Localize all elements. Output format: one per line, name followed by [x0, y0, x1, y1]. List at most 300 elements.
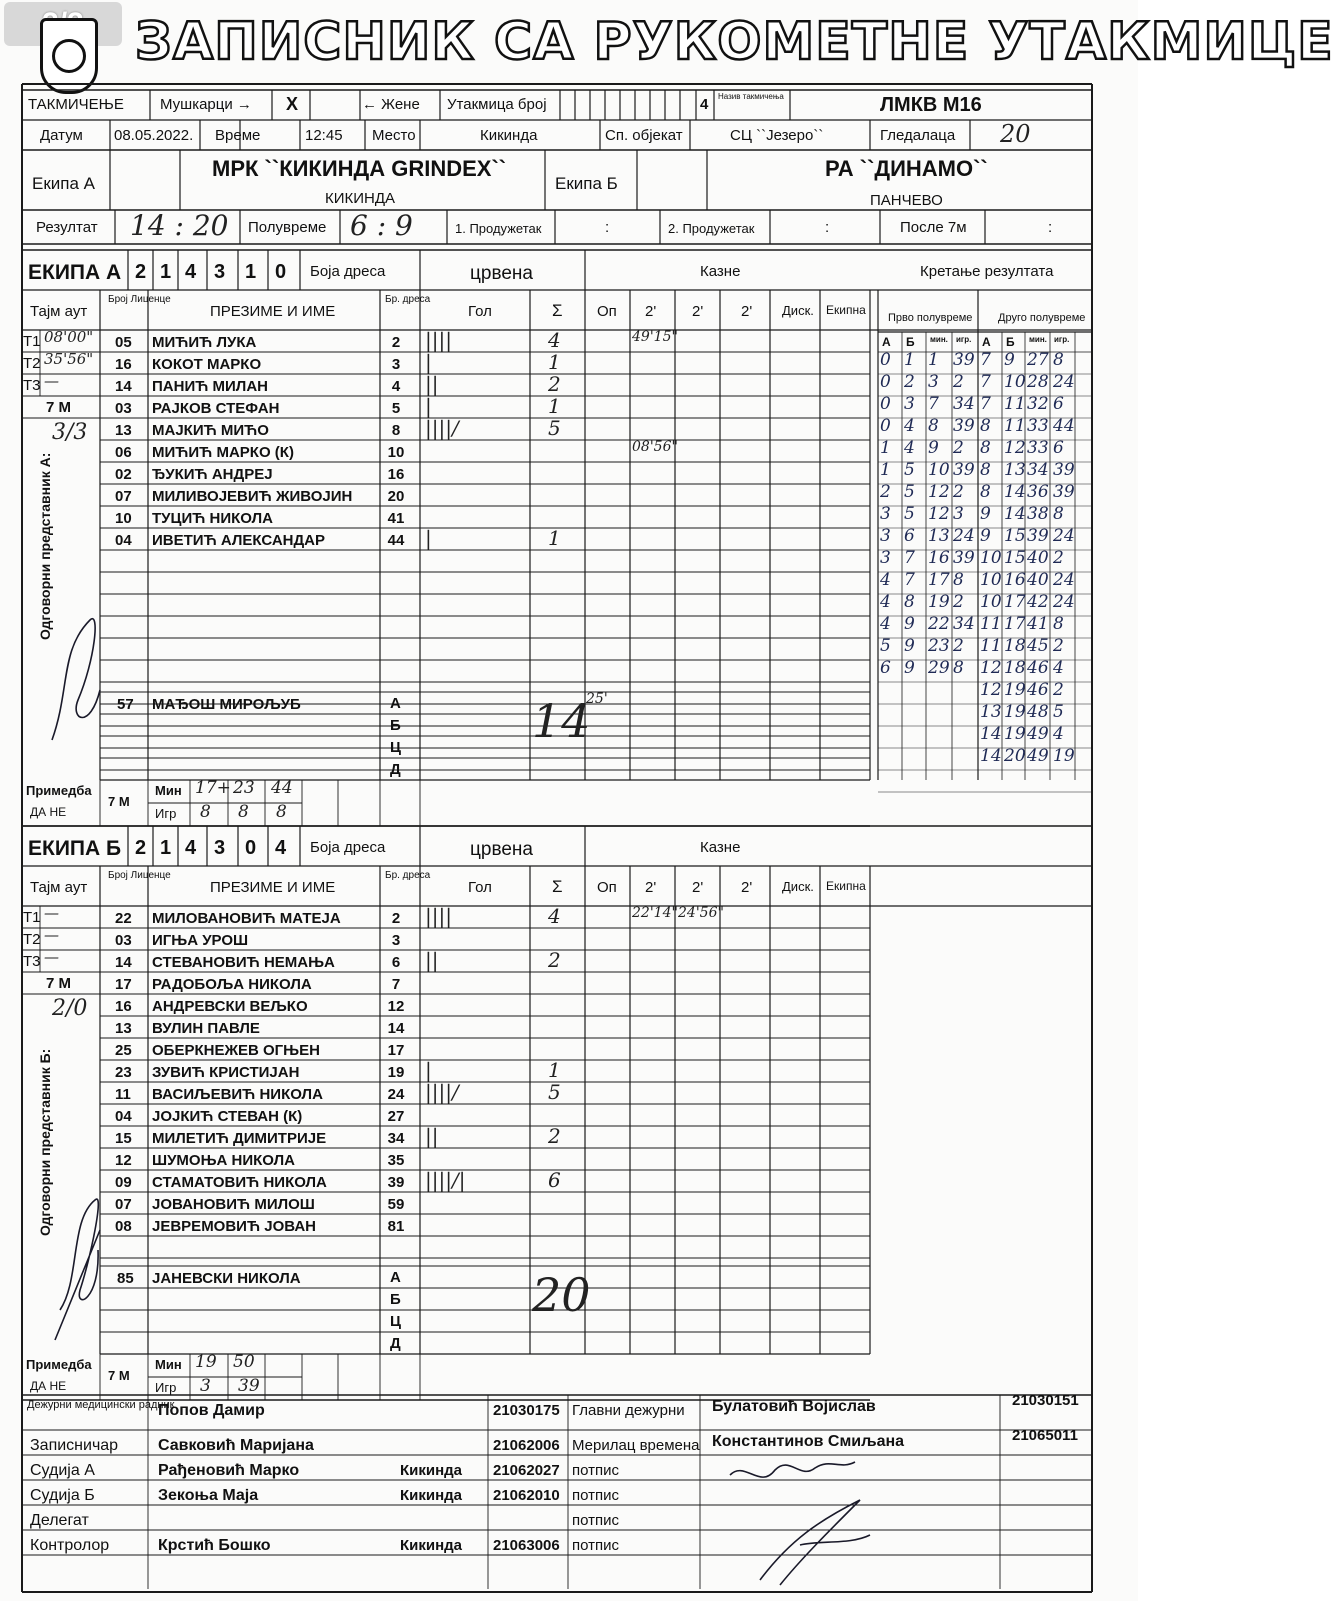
player-suspension-time: 22'14" — [632, 905, 678, 921]
second-half-score-entry: 39 — [1053, 460, 1075, 480]
footer-person-name-2: Булатовић Војислав — [712, 1398, 876, 1415]
official-license: 85 — [117, 1270, 134, 1287]
player-goal-tally: || — [425, 372, 439, 396]
second-half-score-entry: 10 — [980, 592, 1002, 612]
first-half-score-entry: 16 — [928, 548, 950, 568]
team-code-digit: 0 — [275, 261, 287, 283]
team-b-city: ПАНЧЕВО — [870, 192, 943, 209]
player-name: ВУЛИН ПАВЛЕ — [152, 1020, 260, 1037]
first-half-score-entry: 9 — [904, 636, 915, 656]
player-goal-tally: ||||/| — [425, 1168, 466, 1192]
player-jersey-number: 6 — [391, 954, 401, 971]
team-code-digit: 1 — [160, 837, 172, 859]
team-b-name: РА ``ДИНАМО`` — [825, 156, 988, 181]
first-half-score-entry: 1 — [928, 350, 939, 370]
seven-meter-tally: 3/3 — [52, 420, 88, 445]
player-jersey-number: 4 — [391, 378, 401, 395]
seven-meter-label: 7 M — [46, 975, 72, 992]
name-header: ПРЕЗИМЕ И ИМЕ — [210, 879, 336, 896]
first-half-score-entry: 1 — [880, 460, 891, 480]
team-penalty-header: Екипна — [826, 879, 866, 893]
seven-meter-tally: 2/0 — [52, 996, 88, 1021]
first-half-score-entry: 39 — [953, 350, 975, 370]
player-goal-sum: 1 — [548, 1058, 561, 1082]
document-title: ЗАПИСНИК СА РУКОМЕТНЕ УТАКМИЦЕ — [135, 12, 1334, 72]
official-slot-label: Д — [390, 761, 401, 778]
date-label: Датум — [40, 127, 83, 144]
team-code-digit: 4 — [185, 837, 197, 859]
second-half-score-entry: 12 — [980, 658, 1002, 678]
team-code-digit: 1 — [245, 261, 257, 283]
second-half-score-entry: 6 — [1053, 438, 1064, 458]
jersey-color-value: црвена — [470, 839, 533, 860]
second-half-score-entry: 17 — [1004, 592, 1026, 612]
player-license: 05 — [115, 334, 132, 351]
player-name: РАЈКОВ СТЕФАН — [152, 400, 280, 417]
first-half-score-entry: 8 — [928, 416, 939, 436]
second-half-score-entry: 10 — [980, 548, 1002, 568]
second-half-score-entry: 9 — [980, 504, 991, 524]
first-half-score-entry: 2 — [953, 482, 964, 502]
player-license: 16 — [115, 356, 132, 373]
player-name: ЗУВИЋ КРИСТИЈАН — [152, 1064, 300, 1081]
player-name: ШУМОЊА НИКОЛА — [152, 1152, 295, 1169]
second-half-score-entry: 36 — [1027, 482, 1049, 502]
overtime2-score: : — [825, 219, 830, 236]
first-half-score-entry: 4 — [904, 416, 915, 436]
footer-person-name: Попов Дамир — [158, 1402, 265, 1419]
suspension-3-header: 2' — [741, 879, 753, 896]
player-goal-tally: | — [425, 394, 432, 418]
penalties-header: Казне — [700, 263, 741, 280]
footer-person-name: Савковић Маријана — [158, 1437, 314, 1454]
seven-meter-minute-label: Мин — [155, 1357, 182, 1372]
second-half-score-entry: 8 — [1053, 614, 1064, 634]
team-a-name: МРК ``КИКИНДА GRINDEX`` — [212, 156, 507, 181]
player-license: 13 — [115, 1020, 132, 1037]
player-goal-tally: | — [425, 350, 432, 374]
first-half-score-entry: 34 — [953, 614, 975, 634]
footer-license-number: 21030175 — [493, 1402, 560, 1419]
team-a-code-label: ЕКИПА А — [28, 261, 122, 284]
second-half-score-entry: 19 — [1004, 724, 1026, 744]
footer-role-label: Судија А — [30, 1462, 95, 1479]
team-total-goals: 14 — [532, 694, 591, 748]
second-half-score-entry: 13 — [1004, 460, 1026, 480]
second-half-score-entry: 44 — [1053, 416, 1075, 436]
player-name: ЈОЈКИЋ СТЕВАН (К) — [152, 1108, 303, 1125]
second-half-score-entry: 9 — [1004, 350, 1015, 370]
seven-meter-score: 39 — [238, 1376, 260, 1396]
second-half-score-entry: 38 — [1027, 504, 1049, 524]
second-half-score-entry: 19 — [1004, 680, 1026, 700]
venue-label: Сп. објекат — [605, 127, 683, 144]
timeout-time: 35'56" — [44, 350, 94, 368]
player-goal-tally: | — [425, 526, 432, 550]
women-label: ← Жене — [362, 96, 420, 113]
warning-header: Оп — [597, 879, 617, 896]
team-code-digit: 2 — [135, 261, 147, 283]
progress-column-header: мин. — [1029, 335, 1047, 344]
player-license: 07 — [115, 488, 132, 505]
overtime1-score: : — [605, 219, 610, 236]
suspension-2-header: 2' — [692, 303, 704, 320]
second-half-score-entry: 8 — [1053, 350, 1064, 370]
team-total-goals: 20 — [532, 1268, 591, 1322]
player-jersey-number: 7 — [391, 976, 401, 993]
second-half-score-entry: 14 — [980, 746, 1002, 766]
sum-header: Σ — [552, 301, 563, 320]
first-half-score-entry: 0 — [880, 350, 891, 370]
second-half-score-entry: 2 — [1053, 636, 1064, 656]
player-goal-tally: ||||/ — [425, 1080, 459, 1104]
timeout-3-label: T3 — [23, 377, 41, 394]
footer-license-number: 21062006 — [493, 1437, 560, 1454]
disqualification-header: Диск. — [782, 879, 814, 894]
half-time-score: 6 : 9 — [350, 209, 413, 242]
team-code-digit: 0 — [245, 837, 257, 859]
player-license: 03 — [115, 932, 132, 949]
match-number-label: Утакмица број — [447, 96, 547, 113]
second-half-score-entry: 41 — [1027, 614, 1049, 634]
seven-meter-score-label: Игр — [155, 1380, 177, 1395]
first-half-score-entry: 7 — [904, 548, 915, 568]
player-goal-sum: 5 — [548, 1080, 561, 1104]
footer-role-label-2: потпис — [572, 1512, 620, 1529]
spectators-label: Гледалаца — [880, 127, 956, 144]
footer-license-number: 21062010 — [493, 1487, 560, 1504]
player-jersey-number: 27 — [387, 1108, 405, 1125]
seven-meter-score-label: Игр — [155, 806, 177, 821]
first-half-header: Прво полувреме — [888, 312, 973, 324]
seven-meter-score: 8 — [200, 802, 211, 822]
timeout-time: — — [44, 372, 59, 390]
first-half-score-entry: 23 — [928, 636, 950, 656]
second-half-score-entry: 46 — [1027, 680, 1049, 700]
controller-city: Кикинда — [400, 1537, 463, 1554]
first-half-score-entry: 8 — [953, 570, 964, 590]
first-half-score-entry: 4 — [880, 570, 891, 590]
player-license: 04 — [115, 1108, 132, 1125]
player-jersey-number: 5 — [391, 400, 401, 417]
first-half-score-entry: 5 — [904, 482, 915, 502]
second-half-score-entry: 17 — [1004, 614, 1026, 634]
player-goal-sum: 4 — [548, 328, 561, 352]
first-half-score-entry: 3 — [880, 526, 891, 546]
second-half-score-entry: 48 — [1027, 702, 1049, 722]
player-name: ТУЦИЋ НИКОЛА — [152, 510, 273, 527]
name-header: ПРЕЗИМЕ И ИМЕ — [210, 303, 336, 320]
first-half-score-entry: 4 — [880, 614, 891, 634]
second-half-score-entry: 8 — [980, 416, 991, 436]
first-half-score-entry: 2 — [953, 592, 964, 612]
player-goal-tally: || — [425, 948, 439, 972]
timeout-3-label: T3 — [23, 953, 41, 970]
second-half-score-entry: 20 — [1004, 746, 1026, 766]
second-half-score-entry: 24 — [1053, 570, 1075, 590]
progress-column-header: игр. — [956, 335, 972, 344]
second-half-score-entry: 34 — [1027, 460, 1049, 480]
player-jersey-number: 17 — [387, 1042, 405, 1059]
footer-license-number: 21063006 — [493, 1537, 560, 1554]
first-half-score-entry: 9 — [928, 438, 939, 458]
player-name: МИЛЕТИЋ ДИМИТРИЈЕ — [152, 1130, 327, 1147]
spectators-value: 20 — [1000, 120, 1031, 148]
second-half-score-entry: 4 — [1053, 724, 1064, 744]
team-code-digit: 4 — [185, 261, 197, 283]
place-label: Место — [372, 127, 416, 144]
first-half-score-entry: 1 — [904, 350, 915, 370]
seven-meter-minute: 44 — [271, 778, 293, 798]
player-goal-sum: 2 — [548, 372, 561, 396]
official-license: 57 — [117, 696, 134, 713]
player-suspension-time: 49'15" — [632, 329, 678, 345]
timeout-1-label: T1 — [23, 333, 41, 350]
player-jersey-number: 10 — [387, 444, 405, 461]
team-code-digit: 1 — [160, 261, 172, 283]
footer-person-name: Рађеновић Марко — [158, 1462, 300, 1479]
player-jersey-number: 8 — [391, 422, 401, 439]
first-half-score-entry: 9 — [904, 658, 915, 678]
player-license: 15 — [115, 1130, 132, 1147]
first-half-score-entry: 9 — [904, 614, 915, 634]
second-half-score-entry: 7 — [980, 372, 991, 392]
second-half-score-entry: 24 — [1053, 372, 1075, 392]
footer-role-label: Дежурни медицински радник — [27, 1399, 175, 1411]
first-half-score-entry: 4 — [904, 438, 915, 458]
jersey-number-header: Бр. дреса — [385, 870, 431, 881]
remark-yes-no: ДА НЕ — [30, 805, 67, 819]
seven-meter-summary-label: 7 M — [108, 794, 130, 809]
second-half-score-entry: 15 — [1004, 526, 1026, 546]
date-value: 08.05.2022. — [114, 127, 194, 144]
second-half-header: Друго полувреме — [998, 312, 1086, 324]
seven-meter-score: 8 — [238, 802, 249, 822]
suspension-1-header: 2' — [645, 303, 657, 320]
first-half-score-entry: 4 — [880, 592, 891, 612]
remark-yes-no: ДА НЕ — [30, 1379, 67, 1393]
second-half-score-entry: 5 — [1053, 702, 1064, 722]
responsible-official-label: Одговорни представник А: — [37, 452, 53, 640]
footer-role-label-2: Главни дежурни — [572, 1402, 685, 1419]
first-half-score-entry: 2 — [953, 372, 964, 392]
player-name: ИВЕТИЋ АЛЕКСАНДАР — [152, 532, 326, 549]
second-half-score-entry: 32 — [1027, 394, 1049, 414]
player-goal-sum: 2 — [548, 948, 561, 972]
second-half-score-entry: 8 — [980, 438, 991, 458]
second-half-score-entry: 2 — [1053, 548, 1064, 568]
score-progress-header: Кретање резултата — [920, 263, 1054, 280]
team-a-city: КИКИНДА — [325, 190, 396, 207]
first-half-score-entry: 5 — [904, 460, 915, 480]
license-header: Број Лиценце — [108, 870, 171, 881]
seven-meter-minute-label: Мин — [155, 783, 182, 798]
first-half-score-entry: 2 — [904, 372, 915, 392]
player-license: 04 — [115, 532, 132, 549]
time-value: 12:45 — [305, 127, 343, 144]
second-half-score-entry: 14 — [1004, 504, 1026, 524]
official-slot-label: Ц — [390, 739, 401, 756]
team-b-label: Екипа Б — [555, 174, 618, 193]
player-goal-sum: 2 — [548, 1124, 561, 1148]
competition-name-label: Назив такмичења — [718, 92, 784, 101]
official-slot-label: Д — [390, 1335, 401, 1352]
player-license: 23 — [115, 1064, 132, 1081]
first-half-score-entry: 24 — [953, 526, 975, 546]
player-jersey-number: 3 — [391, 356, 401, 373]
player-license: 22 — [115, 910, 132, 927]
timeout-time: — — [44, 948, 59, 966]
footer-role-label-2: потпис — [572, 1537, 620, 1554]
first-half-score-entry: 2 — [953, 438, 964, 458]
place-value: Кикинда — [480, 127, 538, 144]
second-half-score-entry: 33 — [1027, 416, 1049, 436]
player-name: ОБЕРКНЕЖЕВ ОГЊЕН — [152, 1042, 320, 1059]
player-jersey-number: 81 — [387, 1218, 405, 1235]
second-half-score-entry: 4 — [1053, 658, 1064, 678]
referee-a-city: Кикинда — [400, 1462, 463, 1479]
first-half-score-entry: 7 — [904, 570, 915, 590]
player-license: 02 — [115, 466, 132, 483]
first-half-score-entry: 5 — [880, 636, 891, 656]
first-half-score-entry: 2 — [953, 636, 964, 656]
suspension-3-header: 2' — [741, 303, 753, 320]
second-half-score-entry: 19 — [1004, 702, 1026, 722]
second-half-score-entry: 8 — [1053, 504, 1064, 524]
goals-header: Гол — [468, 303, 492, 320]
player-goal-sum: 6 — [548, 1168, 561, 1192]
player-goal-tally: |||| — [425, 904, 452, 928]
second-half-score-entry: 9 — [980, 526, 991, 546]
player-name: ЈЕВРЕМОВИЋ ЈОВАН — [152, 1218, 317, 1235]
first-half-score-entry: 39 — [953, 460, 975, 480]
jersey-color-label: Боја дреса — [310, 263, 386, 280]
second-half-score-entry: 42 — [1027, 592, 1049, 612]
timeout-time: 08'00" — [44, 328, 94, 346]
first-half-score-entry: 29 — [928, 658, 950, 678]
second-half-score-entry: 10 — [1004, 372, 1026, 392]
timeout-2-label: T2 — [23, 355, 41, 372]
after-7m-label: После 7м — [900, 219, 967, 236]
player-name: РАДОБОЉА НИКОЛА — [152, 976, 312, 993]
first-half-score-entry: 19 — [928, 592, 950, 612]
first-half-score-entry: 6 — [904, 526, 915, 546]
player-goal-sum: 1 — [548, 394, 561, 418]
first-half-score-entry: 5 — [904, 504, 915, 524]
footer-role-label: Судија Б — [30, 1487, 95, 1504]
player-license: 10 — [115, 510, 132, 527]
second-half-score-entry: 46 — [1027, 658, 1049, 678]
match-number-digit: 4 — [700, 96, 709, 113]
player-jersey-number: 44 — [387, 532, 405, 549]
player-jersey-number: 34 — [387, 1130, 405, 1147]
player-goal-sum: 4 — [548, 904, 561, 928]
player-suspension-time-2: 24'56" — [678, 905, 724, 921]
official-slot-label: Б — [390, 1291, 401, 1308]
progress-column-header: мин. — [930, 335, 948, 344]
player-license: 14 — [115, 378, 132, 395]
first-half-score-entry: 39 — [953, 416, 975, 436]
progress-column-header: Б — [906, 335, 915, 349]
footer-license-number-2: 21030151 — [1012, 1392, 1079, 1409]
player-name: СТЕВАНОВИЋ НЕМАЊА — [152, 954, 335, 971]
first-half-score-entry: 3 — [880, 504, 891, 524]
footer-license-number: 21062027 — [493, 1462, 560, 1479]
first-half-score-entry: 6 — [880, 658, 891, 678]
progress-column-header: А — [882, 335, 891, 349]
sum-header: Σ — [552, 877, 563, 896]
official-slot-label: А — [390, 1269, 401, 1286]
second-half-score-entry: 19 — [1053, 746, 1075, 766]
first-half-score-entry: 12 — [928, 482, 950, 502]
jersey-number-header: Бр. дреса — [385, 294, 431, 305]
second-half-score-entry: 7 — [980, 394, 991, 414]
player-jersey-number: 59 — [387, 1196, 405, 1213]
first-half-score-entry: 34 — [953, 394, 975, 414]
player-license: 03 — [115, 400, 132, 417]
competition-label: ТАКМИЧЕЊЕ — [28, 96, 124, 113]
second-half-score-entry: 40 — [1027, 570, 1049, 590]
timeout-time: — — [44, 926, 59, 944]
player-license: 06 — [115, 444, 132, 461]
footer-role-label-2: Мерилац времена — [572, 1437, 700, 1454]
player-name: МИЋИЋ ЛУКА — [152, 334, 257, 351]
second-half-score-entry: 45 — [1027, 636, 1049, 656]
second-half-score-entry: 18 — [1004, 658, 1026, 678]
player-license: 12 — [115, 1152, 132, 1169]
footer-role-label: Записничар — [30, 1437, 119, 1454]
first-half-score-entry: 8 — [904, 592, 915, 612]
warning-header: Оп — [597, 303, 617, 320]
first-half-score-entry: 0 — [880, 416, 891, 436]
seven-meter-score: 8 — [276, 802, 287, 822]
time-label: Време — [215, 127, 261, 144]
second-half-score-entry: 33 — [1027, 438, 1049, 458]
official-slot-label: А — [390, 695, 401, 712]
referee-b-city: Кикинда — [400, 1487, 463, 1504]
men-label: Мушкарци → — [160, 96, 252, 113]
venue-value: СЦ ``Језеро`` — [730, 127, 824, 144]
player-jersey-number: 39 — [387, 1174, 405, 1191]
second-half-score-entry: 49 — [1027, 724, 1049, 744]
second-half-score-entry: 6 — [1053, 394, 1064, 414]
player-name: ЂУКИЋ АНДРЕЈ — [152, 466, 273, 483]
second-half-score-entry: 7 — [980, 350, 991, 370]
player-goal-sum: 5 — [548, 416, 561, 440]
second-half-score-entry: 14 — [980, 724, 1002, 744]
player-license: 11 — [115, 1086, 131, 1103]
disqualification-header: Диск. — [782, 303, 814, 318]
player-license: 17 — [115, 976, 132, 993]
player-license: 08 — [115, 1218, 132, 1235]
player-name: СТАМАТОВИЋ НИКОЛА — [152, 1174, 327, 1191]
second-half-score-entry: 27 — [1027, 350, 1049, 370]
first-half-score-entry: 3 — [928, 372, 939, 392]
timeout-time: — — [44, 904, 59, 922]
first-half-score-entry: 17 — [928, 570, 950, 590]
player-license: 16 — [115, 998, 132, 1015]
progress-column-header: игр. — [1054, 335, 1070, 344]
seven-meter-score: 3 — [200, 1376, 211, 1396]
second-half-score-entry: 14 — [1004, 482, 1026, 502]
player-jersey-number: 19 — [387, 1064, 405, 1081]
suspension-2-header: 2' — [692, 879, 704, 896]
timeout-header: Тајм аут — [30, 879, 88, 896]
team-code-digit: 3 — [214, 837, 226, 859]
first-half-score-entry: 22 — [928, 614, 950, 634]
second-half-score-entry: 12 — [980, 680, 1002, 700]
second-half-score-entry: 49 — [1027, 746, 1049, 766]
